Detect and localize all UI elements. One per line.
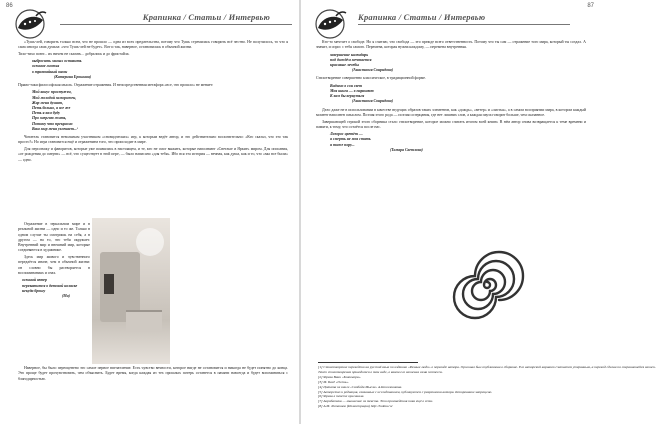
poem (22, 278, 90, 299)
page-header: Крапинка / Статьи / Интервью (358, 12, 486, 22)
footnote: [3] М. Басё «Осень». (318, 379, 350, 384)
poem-line: некуда брошу (22, 288, 46, 293)
paragraph: «Тушь-лей, говорить только всем, что не прошло — одна из всех предательства, потому что Тушь стремилась говорить всё честно. Не получилось, то что я сама иногда сама думала: «что Тушь-лей не будет». Вот и так, наверное, остановилась в обычной жизни. (18, 40, 288, 50)
paragraph: Тихо-тихо поют... их ничем не сказать... добрались и до фристайла. (18, 51, 130, 56)
poem (330, 132, 586, 153)
poem-line: осенние листья (32, 64, 60, 69)
paragraph: Для персонажу и фаворитов, которые уже появились в настоящем, и те, кто не смог выжить, которые наполняют «Светлые и Яркие» миром. Для описания, «от рождения до смерти» — всё, что существует в этой игре, — было написано «для тебя». Ибо вся эта история — вечная, как душа, как и то, что «мы все были» — одно. (18, 147, 288, 162)
article-body-top (18, 40, 288, 164)
article-body-right (316, 40, 586, 156)
poem (32, 59, 288, 80)
poem-line: перекатится в детской коляске (22, 283, 78, 288)
poem-line: Моя книга — в парашют (330, 88, 374, 93)
page-number: 86 (6, 3, 13, 9)
poem-line: Потому что прекрасно (32, 121, 73, 126)
paragraph: Стихотворение совершенно классическое, в традиционной форме. (316, 76, 427, 81)
footnote: [6] Фраза в тексте оригинала. (318, 394, 365, 399)
poem-line: в трамвайный вагон (32, 69, 68, 74)
footnotes (318, 365, 656, 409)
poem-line: Петь больно, а все же (32, 106, 71, 110)
article-column-left (18, 222, 90, 302)
poem-line: завершение календарь (330, 52, 369, 57)
poem-line: а смерть не моя стать (330, 137, 371, 142)
footnote: [8] А.М. Литвинов (Иллюстрация) http://hokku.ru/ (318, 404, 393, 409)
spiral-symbol (450, 248, 524, 322)
paragraph: Отражение в зеркальном мире и в реальной жизни — одно и то же. Только в одном случае ты смотришь на себя, а в другом — на то, что тебя окружает. Внутренний мир и внешний мир, которые соединяются в художнике. (18, 222, 90, 253)
poem-author: (Анастасия Свиридова) (352, 68, 393, 73)
poem (330, 53, 586, 74)
poem-author: (Катерина Ерошина) (54, 74, 92, 79)
paragraph: Завершающей строкой этого сборника стало стихотворение, которое можно считать итогом всей книги. В нём автор снова возвращается к теме времени и памяти, к тому, что остаётся после нас. (316, 119, 586, 129)
header-rule (358, 24, 570, 25)
poem-line: Ваш мир меня увлекает...¹ (32, 126, 78, 131)
poem-line: я тоже пору... (330, 142, 355, 147)
poem-line: Петь я вам буду (32, 111, 60, 116)
pepper-icon (6, 6, 54, 40)
poem-line: К вам бы вернуться (330, 94, 365, 99)
footnote: Текст стихотворения приводится в том виде, в каком его записала сама поэтесса. (318, 369, 443, 374)
poem-line: Про энергию жить, (32, 116, 67, 121)
poem-line: Лазорос цветёт — (330, 132, 363, 137)
poem-line: красивые лечебы (330, 63, 359, 67)
poem-line: Мой конус простужен, (32, 90, 72, 95)
footnote: [1] Стихотворение переведено на русский язык по изданию «Разные люди» в переводе автора. Оригинал был опубликован в сборнике. Его авторский вариант считается утерянным, а перевод сделан по сохранившейся записи. (318, 365, 656, 369)
poem-line: под дождём мечтается (330, 57, 372, 62)
poem-line: осенний ветер (22, 278, 47, 283)
footnote: [7] Акробатика — мышление из текста. Эти произведения пока ещё в сети. (318, 399, 434, 404)
poem-author: (Тамара Светлова) (390, 147, 423, 152)
article-body-bottom (18, 366, 288, 383)
article-photo (92, 218, 170, 364)
poem-line: Мой молодой заморожен, (32, 95, 77, 100)
right-page (300, 0, 656, 424)
paragraph: Прямо-таки философская мысль. Отражение отражения. И непосредственная метафора «все, что прошло» не меняет: (18, 83, 214, 88)
poem-line: Жар меня душит, (32, 100, 64, 105)
poem-author: (Ма) (62, 293, 70, 298)
page-header: Крапинка / Статьи / Интервью (142, 12, 270, 22)
paragraph: Читатель становится невольным участником «сновидческих» игр, к которым ведёт автор, и это действительно восхитительно: «Кто сказал, что это так просто?» Но игра становится ещё и отражением того, что происходит в мире. (18, 135, 288, 145)
paragraph: Здесь мир живого и чувственного передаётся иначе, чем в обычной жизни: он словно бы растворяется в воспоминаниях и снах. (18, 255, 90, 276)
left-page (0, 0, 300, 424)
paragraph: Наверное, бы было переоценено это самое первое впечатление. Есть чувство вечности, которое нигде не остановится и никогда не будет понятно до конца. Это проще будет прочувствовать, чем объяснить. Будет время, когда каждая из тех прошлых потерь останется в памяти навсегда и будет вспоминаться с благодарностью. (18, 366, 288, 381)
poem-line: выбросить малых оставить (32, 59, 82, 64)
poem (330, 84, 586, 105)
poem (32, 90, 288, 132)
poem-line: Видимо в сон свет (330, 83, 362, 88)
pepper-icon (306, 6, 354, 40)
page-number: 87 (587, 3, 594, 9)
footnote: [2] Фраза Вани «Кикимора». (318, 374, 362, 379)
paragraph: Дело даже не в использовании в качестве ведущих образов таких элементов, как «дождь», «ветер» и «листья», а в самом восприятии мира, в котором каждый момент наполнен смыслом. Поэзия этого рода — поэзия созерцания, где нет лишних слов, а каждая пауза говорит больше, чем сказанное. (316, 107, 586, 117)
header-rule (60, 24, 292, 25)
footnote: [5] Авторство и редакция, связанные с исследованием, публикуются с разрешения автора. Копирование запрещено. (318, 389, 493, 394)
paragraph: Кто-то мечтает о свободе. Но я считаю, что свобода — это прежде всего ответственность. Потому что ты сам — отражение того мира, который ты создал. А значит, и спрос с тебя самого. Перемена, которая нужна каждому, — перемена внутренняя. (316, 40, 586, 50)
footnote-rule (318, 362, 418, 363)
footnote: [4] Цитата из книги «Свобода Мысли» А.Кожевникова. (318, 384, 403, 389)
poem-author: (Анастасия Свиридова) (352, 99, 393, 104)
